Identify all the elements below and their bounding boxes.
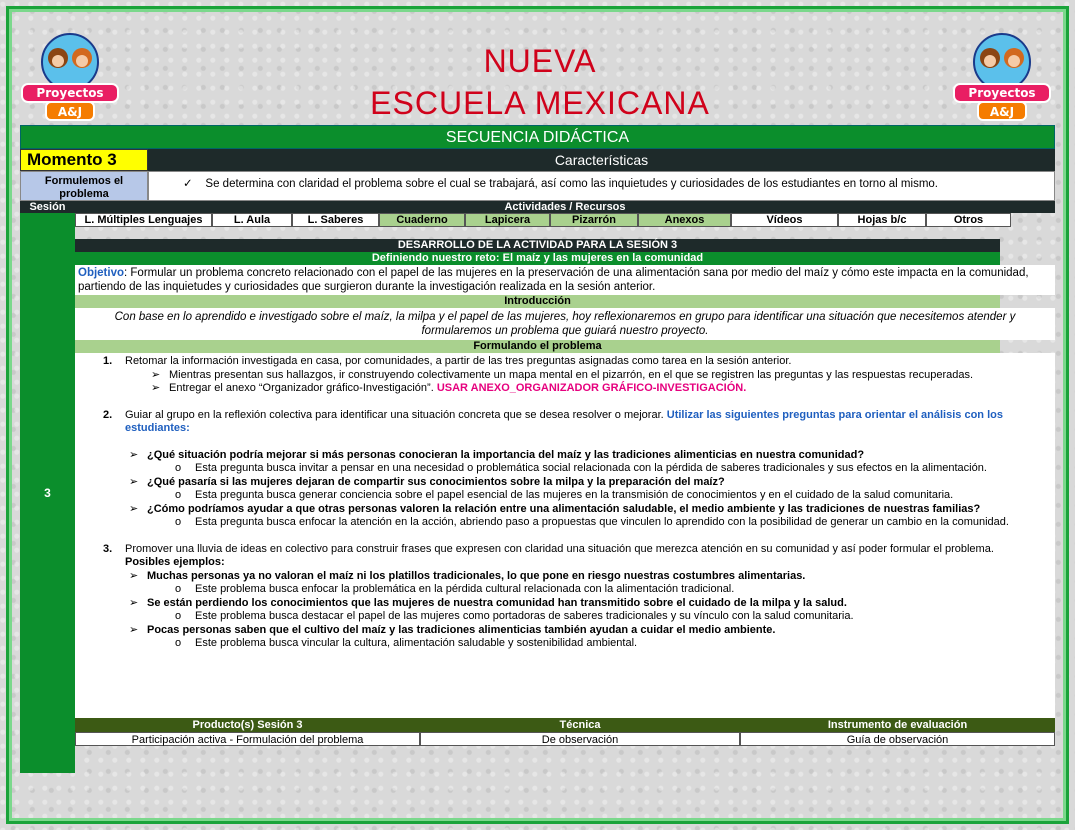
technique-value: De observación	[420, 732, 740, 746]
session-number: 3	[20, 213, 75, 773]
product-header: Producto(s) Sesión 3	[192, 719, 303, 731]
example-item: ➢ Se están perdiendo los conocimientos que las mujeres de nuestra comunidad han transmitido sobre el cuidado de la milpa y la salud.	[129, 596, 847, 609]
resource-cell: L. Saberes	[292, 213, 379, 227]
step-2: 2. Guiar al grupo en la reflexión colectiva para identificar una situación concreta que se desea resolver o mejorar. Utilizar las siguientes preguntas para orientar el análisis con los estudiantes:	[103, 408, 1003, 434]
circle-bullet-icon: o	[175, 462, 182, 474]
title-escuela-mexicana: ESCUELA MEXICANA	[370, 85, 710, 121]
objetivo-box	[75, 265, 1055, 295]
circle-bullet-icon: o	[175, 610, 182, 622]
arrow-bullet-icon: ➢	[151, 382, 161, 394]
arrow-bullet-icon: ➢	[129, 623, 139, 636]
steps-box	[75, 353, 1055, 718]
arrow-bullet-icon: ➢	[129, 448, 139, 461]
sequence-title: SECUENCIA DIDÁCTICA	[20, 125, 1055, 149]
svg-text:A&J: A&J	[989, 105, 1015, 119]
arrow-bullet-icon: ➢	[129, 569, 139, 582]
circle-bullet-icon: o	[175, 583, 182, 595]
example-comment: o Este problema busca vincular la cultura, alimentación saludable y sostenibilidad ambiental.	[175, 637, 638, 649]
resource-cell: Cuaderno	[379, 213, 465, 227]
question-comment: o Esta pregunta busca generar conciencia sobre el papel esencial de las mujeres en la transmisión de conocimientos y en el cuidado de la salud comunitaria.	[175, 489, 954, 501]
example-item: ➢ Muchas personas ya no valoran el maíz ni los platillos tradicionales, lo que pone en riesgo nuestras costumbres alimentarias.	[129, 569, 806, 582]
instrument-value: Guía de observación	[740, 732, 1055, 746]
actividades-header: Actividades / Recursos	[75, 201, 1055, 213]
arrow-bullet-icon: ➢	[129, 475, 139, 488]
example-comment: o Este problema busca destacar el papel de las mujeres como portadoras de saberes tradicionales y su vínculo con la salud comunitaria.	[175, 610, 854, 622]
resources-row	[75, 213, 1055, 227]
arrow-bullet-icon: ➢	[151, 368, 161, 381]
resource-cell: L. Aula	[212, 213, 292, 227]
introduccion-header: Introducción	[75, 295, 1000, 308]
reto-header: Definiendo nuestro reto: El maíz y las mujeres en la comunidad	[75, 252, 1000, 265]
product-value: Participación activa - Formulación del problema	[75, 732, 420, 746]
resource-cell: Otros	[926, 213, 1011, 227]
question-item: ➢ ¿Cómo podríamos ayudar a que otras personas valoren la relación entre una alimentación saludable, el medio ambiente y las tradiciones de nuestras familias?	[129, 502, 981, 515]
introduccion-text: Con base en lo aprendido e investigado sobre el maíz, la milpa y el papel de las mujeres, hoy reflexionaremos en grupo para identificar una situación que necesitemos atender y formularemos un problema que guiará nuestro proyecto.	[75, 308, 1055, 340]
questions-instruction: Utilizar las siguientes preguntas para orientar el análisis con los estudiantes:	[125, 408, 1003, 434]
resource-cell: L. Múltiples Lenguajes	[75, 213, 212, 227]
instrument-header: Instrumento de evaluación	[827, 719, 968, 731]
proyectos-logo-left	[18, 28, 122, 124]
svg-text:Proyectos: Proyectos	[36, 86, 104, 100]
title-nueva: NUEVA	[483, 43, 597, 79]
resource-cell: Hojas b/c	[838, 213, 926, 227]
circle-bullet-icon: o	[175, 637, 182, 649]
momento-row	[20, 149, 1055, 171]
proyectos-logo-right	[950, 28, 1054, 124]
caracteristicas-header: Características	[148, 149, 1055, 171]
activity-body	[20, 239, 1055, 746]
formulemos-description	[148, 171, 1055, 201]
technique-header: Técnica	[559, 719, 601, 731]
question-item: ➢ ¿Qué pasaría si las mujeres dejaran de compartir sus conocimientos sobre la milpa y la preparación del maíz?	[129, 475, 725, 488]
formulemos-label: Formulemos el problema	[20, 171, 148, 201]
session-header: Sesión	[20, 201, 75, 213]
resource-cell: Vídeos	[731, 213, 838, 227]
circle-bullet-icon: o	[175, 489, 182, 501]
product-header-row	[75, 718, 1055, 732]
question-comment: o Esta pregunta busca invitar a pensar en una necesidad o problemática social relacionada con la pérdida de saberes tradicionales y sus efectos en la alimentación.	[175, 462, 987, 474]
resource-cell: Anexos	[638, 213, 731, 227]
step-1: 1. Retomar la información investigada en casa, por comunidades, a partir de las tres preguntas asignadas como tarea en la sesión anterior.	[103, 355, 792, 367]
question-item: ➢ ¿Qué situación podría mejorar si más personas conocieran la importancia del maíz y las tradiciones alimenticias en nuestra comunidad?	[129, 448, 865, 461]
objetivo-label: Objetivo	[78, 267, 125, 279]
annex-instruction: USAR ANEXO_ORGANIZADOR GRÁFICO-INVESTIGACIÓN.	[436, 382, 747, 394]
svg-text:Proyectos: Proyectos	[968, 86, 1036, 100]
momento-label: Momento 3	[20, 149, 148, 171]
objetivo-text: : Formular un problema concreto relacionado con el papel de las mujeres en la preservación de una alimentación sana por medio del maíz y cómo este impacta en la comunidad, partiendo de las inquietudes y curiosidades que surgieron durante la investigación realizada en la sesión anterior.	[78, 267, 1029, 293]
list-item: ➢ Mientras presentan sus hallazgos, ir construyendo colectivamente un mapa mental en el pizarrón, en el que se registren las preguntas y las respuestas recuperadas.	[151, 368, 974, 381]
example-comment: o Este problema busca enfocar la problemática en la pérdida cultural relacionada con la alimentación tradicional.	[175, 583, 735, 595]
list-item: ➢ Entregar el anexo “Organizador gráfico-Investigación”. USAR ANEXO_ORGANIZADOR GRÁFICO-INVESTIGACIÓN.	[151, 382, 747, 394]
product-value-row	[75, 732, 1055, 746]
example-item: ➢ Pocas personas saben que el cultivo del maíz y las tradiciones alimenticias también ayudan a cuidar el medio ambiente.	[129, 623, 776, 636]
formulemos-text: Se determina con claridad el problema sobre el cual se trabajará, así como las inquietudes y curiosidades de los estudiantes en torno al mismo.	[205, 178, 938, 190]
svg-text:A&J: A&J	[57, 105, 83, 119]
desarrollo-header: DESARROLLO DE LA ACTIVIDAD PARA LA SESIÓN 3	[75, 239, 1000, 252]
arrow-bullet-icon: ➢	[129, 596, 139, 609]
circle-bullet-icon: o	[175, 516, 182, 528]
formulando-header: Formulando el problema	[75, 340, 1000, 353]
formulemos-row	[20, 171, 1055, 201]
step-3: 3. Promover una lluvia de ideas en colectivo para construir frases que expresen con claridad una situación que merezca atención en su comunidad y así poder formular el problema. Posibles ejemplos:	[103, 542, 994, 568]
resource-cell: Lapicera	[465, 213, 550, 227]
check-icon: ✓	[183, 178, 193, 190]
resource-cell: Pizarrón	[550, 213, 638, 227]
question-comment: o Esta pregunta busca enfocar la atención en la acción, abriendo paso a propuestas que vinculen lo aprendido con la posibilidad de generar un cambio en la comunidad.	[175, 516, 1009, 528]
arrow-bullet-icon: ➢	[129, 502, 139, 515]
